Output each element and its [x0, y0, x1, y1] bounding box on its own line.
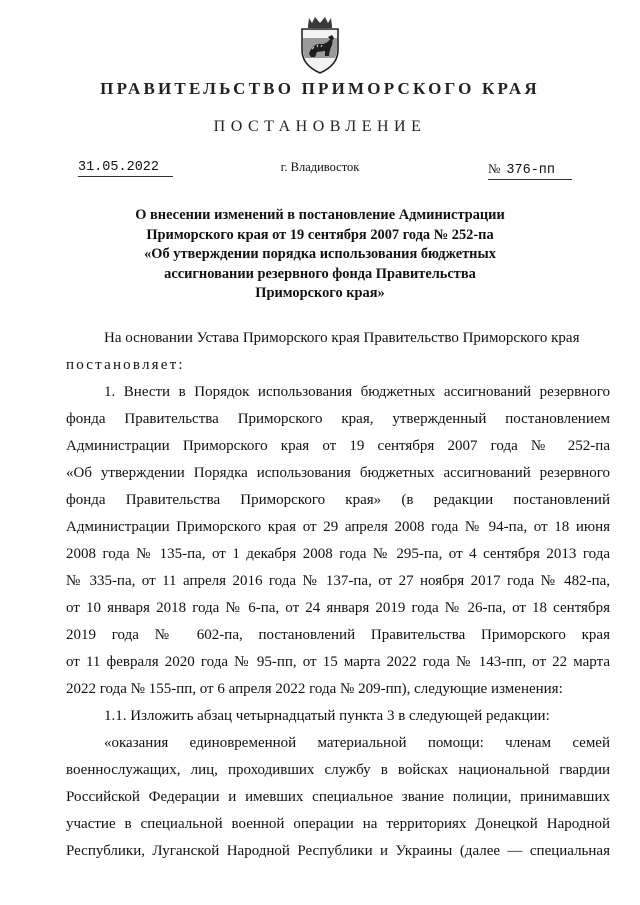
- body-line: 2022 года № 155-пп, от 6 апреля 2022 года № 209-пп), следующие изменения:: [66, 681, 563, 697]
- document-type: ПОСТАНОВЛЕНИЕ: [213, 118, 427, 135]
- body-line: фонда Правительства Приморского края» (в редакции постановлений: [66, 492, 610, 508]
- body-line: Администрации Приморского края от 19 сентября 2007 года № 252-па: [66, 438, 610, 454]
- body-line: от 10 января 2018 года № 6-па, от 24 января 2019 года № 26-па, от 18 сентября: [66, 600, 610, 616]
- body-line: 2008 года № 135-па, от 1 декабря 2008 года № 295-па, от 4 сентября 2013 года: [66, 546, 610, 562]
- body-line: постановляет:: [66, 357, 185, 373]
- heading-line: Приморского края от 19 сентября 2007 года № 252-па: [146, 226, 494, 243]
- heading-line: ассигновании резервного фонда Правительства: [164, 265, 476, 282]
- body-line: от 11 февраля 2020 года № 95-пп, от 15 марта 2022 года № 143-пп, от 22 марта: [66, 654, 610, 670]
- body-line: 2019 года № 602-па, постановлений Правительства Приморского края: [66, 627, 610, 643]
- heading-line: Приморского края»: [255, 285, 385, 302]
- document-number: [488, 160, 572, 180]
- body-line: Администрации Приморского края от 29 апреля 2008 года № 94-па, от 18 июня: [66, 519, 610, 535]
- body-line: Российской Федерации и имевших специальное звание полиции, принимавших: [66, 789, 610, 805]
- body-line: 1.1. Изложить абзац четырнадцатый пункта 3 в следующей редакции:: [104, 708, 550, 724]
- government-title: ПРАВИТЕЛЬСТВО ПРИМОРСКОГО КРАЯ: [100, 79, 540, 98]
- document-city: г. Владивосток: [280, 160, 360, 174]
- heading-line: «Об утверждении порядка использования бюджетных: [144, 246, 496, 263]
- body-line: Республики, Луганской Народной Республики и Украины (далее — специальная: [66, 843, 610, 859]
- document-date: 31.05.2022: [78, 160, 173, 177]
- body-line: № 335-па, от 11 апреля 2016 года № 137-па, от 27 ноября 2017 года № 482-па,: [66, 573, 610, 589]
- body-line: На основании Устава Приморского края Правительство Приморского края: [104, 330, 580, 346]
- body-line: «Об утверждении Порядка использования бюджетных ассигнований резервного: [66, 465, 610, 481]
- body-line: военнослужащих, лиц, проходивших службу в войсках национальной гвардии: [66, 762, 610, 778]
- document-heading: [110, 206, 530, 304]
- heading-line: О внесении изменений в постановление Администрации: [135, 207, 505, 223]
- coat-of-arms-tiger-icon: [298, 16, 342, 74]
- number-value: 376-пп: [506, 163, 556, 178]
- number-sign: №: [488, 161, 501, 176]
- body-line: участие в специальной военной операции на территориях Донецкой Народной: [66, 816, 610, 832]
- body-line: 1. Внести в Порядок использования бюджетных ассигнований резервного: [104, 384, 610, 400]
- body-line: «оказания единовременной материальной помощи: членам семей: [104, 735, 610, 751]
- body-line: фонда Правительства Приморского края, утвержденный постановлением: [66, 411, 610, 427]
